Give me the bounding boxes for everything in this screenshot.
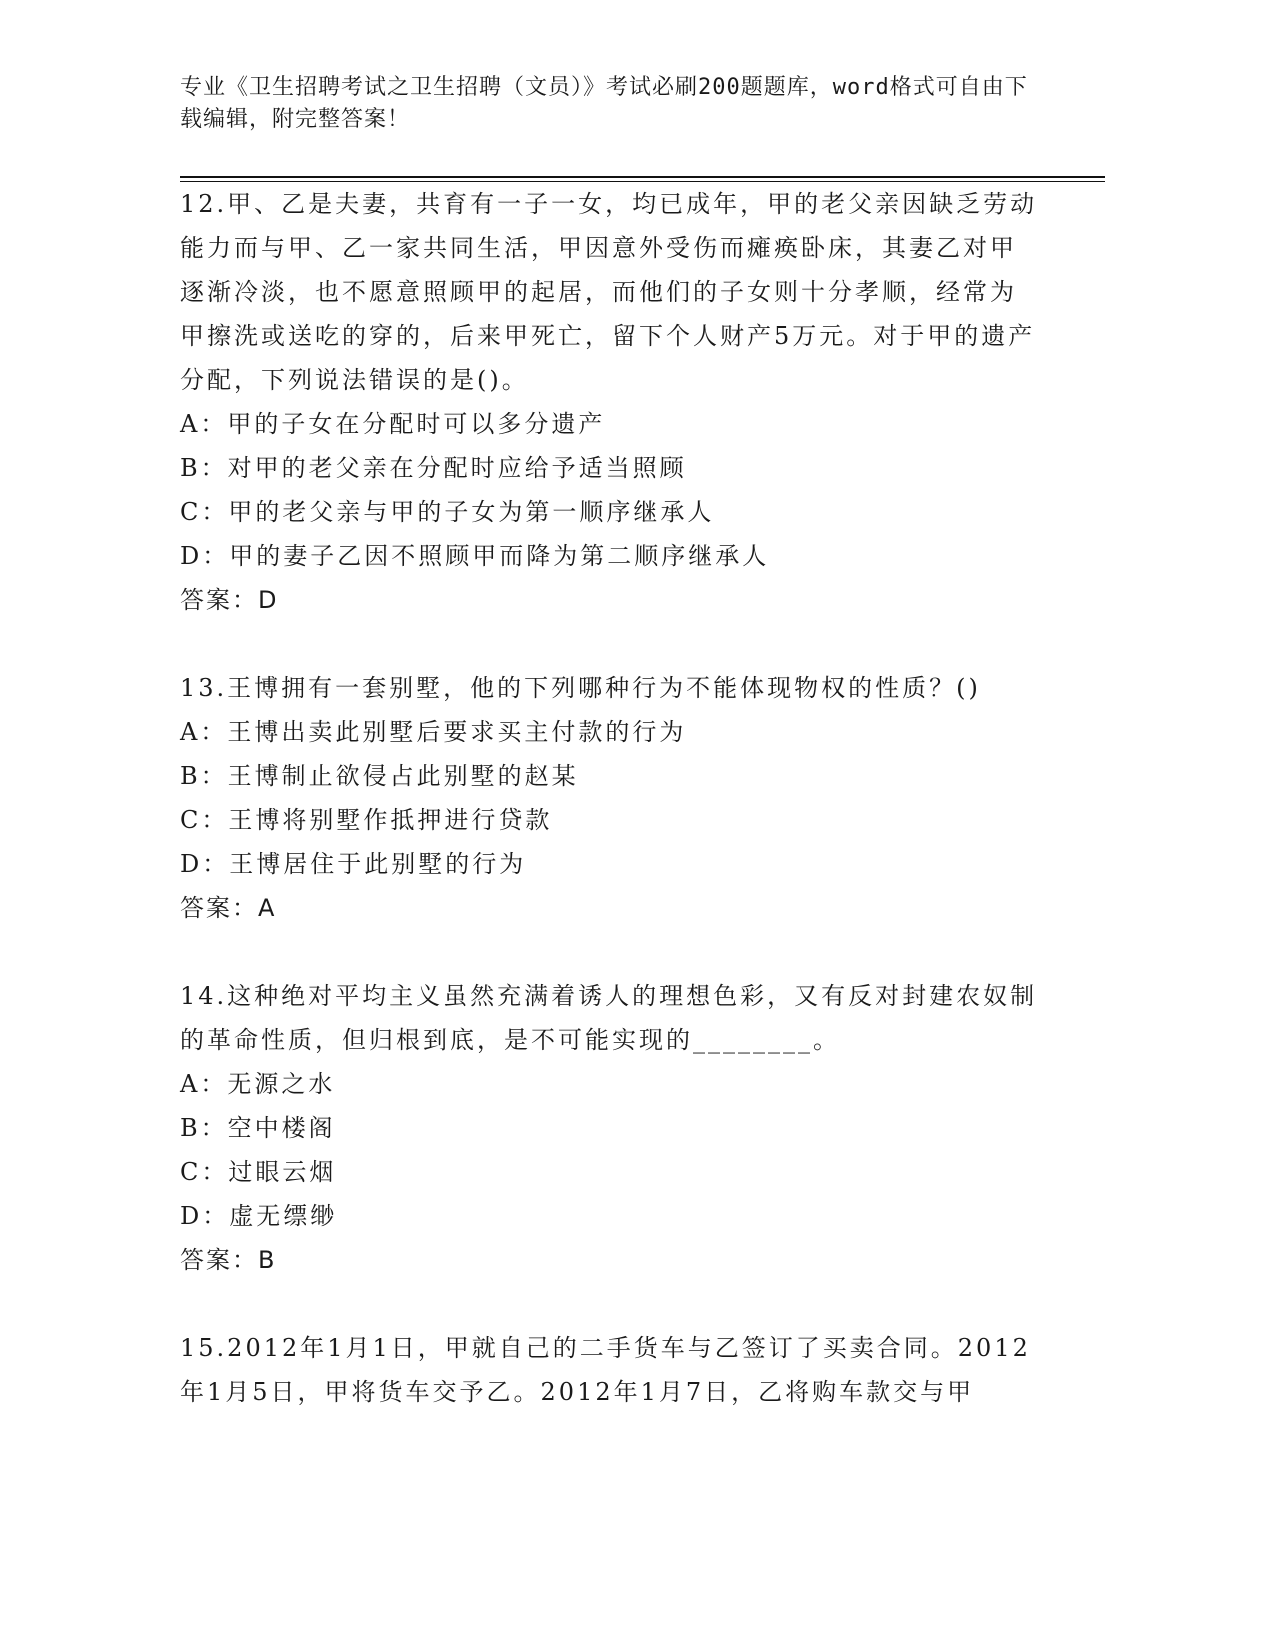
- option-c: C：过眼云烟: [180, 1158, 337, 1186]
- answer-line: 答案：A: [180, 894, 277, 922]
- question-stem: 15.2012年1月1日，甲就自己的二手货车与乙签订了买卖合同。2012年1月5日，甲将货车交予乙。2012年1月7日，乙将购车款交与甲: [180, 1334, 1031, 1406]
- answer-line: 答案：D: [180, 586, 279, 614]
- spacer: [180, 930, 1040, 974]
- question-list: [180, 182, 1040, 1414]
- option-c: C：王博将别墅作抵押进行贷款: [180, 806, 553, 834]
- option-d: D：虚无缥缈: [180, 1202, 338, 1230]
- option-a: A：王博出卖此别墅后要求买主付款的行为: [180, 718, 687, 746]
- question-12: [180, 182, 1040, 622]
- option-d: D：王博居住于此别墅的行为: [180, 850, 527, 878]
- option-b: B：空中楼阁: [180, 1114, 336, 1142]
- spacer: [180, 622, 1040, 666]
- question-13: [180, 666, 1040, 930]
- option-a: A：无源之水: [180, 1070, 336, 1098]
- header-divider-thick: [180, 176, 1105, 178]
- option-a: A：甲的子女在分配时可以多分遗产: [180, 410, 606, 438]
- document-header: 专业《卫生招聘考试之卫生招聘（文员）》考试必刷200题题库，word格式可自由下载编辑，附完整答案！: [180, 75, 1028, 132]
- spacer: [180, 1282, 1040, 1326]
- question-stem: 13.王博拥有一套别墅，他的下列哪种行为不能体现物权的性质？(): [180, 674, 981, 702]
- option-c: C：甲的老父亲与甲的子女为第一顺序继承人: [180, 498, 715, 526]
- option-b: B：对甲的老父亲在分配时应给予适当照顾: [180, 454, 687, 482]
- question-stem: 14.这种绝对平均主义虽然充满着诱人的理想色彩，又有反对封建农奴制的革命性质，但归根到底，是不可能实现的________。: [180, 982, 1038, 1054]
- question-14: [180, 974, 1040, 1282]
- question-stem: 12.甲、乙是夫妻，共育有一子一女，均已成年，甲的老父亲因缺乏劳动能力而与甲、乙一家共同生活，甲因意外受伤而瘫痪卧床，其妻乙对甲逐渐冷淡，也不愿意照顾甲的起居，而他们的子女则十分孝顺，经常为甲擦洗或送吃的穿的，后来甲死亡，留下个人财产5万元。对于甲的遗产分配，下列说法错误的是()。: [180, 190, 1038, 394]
- option-b: B：王博制止欲侵占此别墅的赵某: [180, 762, 579, 790]
- option-d: D：甲的妻子乙因不照顾甲而降为第二顺序继承人: [180, 542, 770, 570]
- answer-line: 答案：B: [180, 1246, 277, 1274]
- question-15: [180, 1326, 1040, 1414]
